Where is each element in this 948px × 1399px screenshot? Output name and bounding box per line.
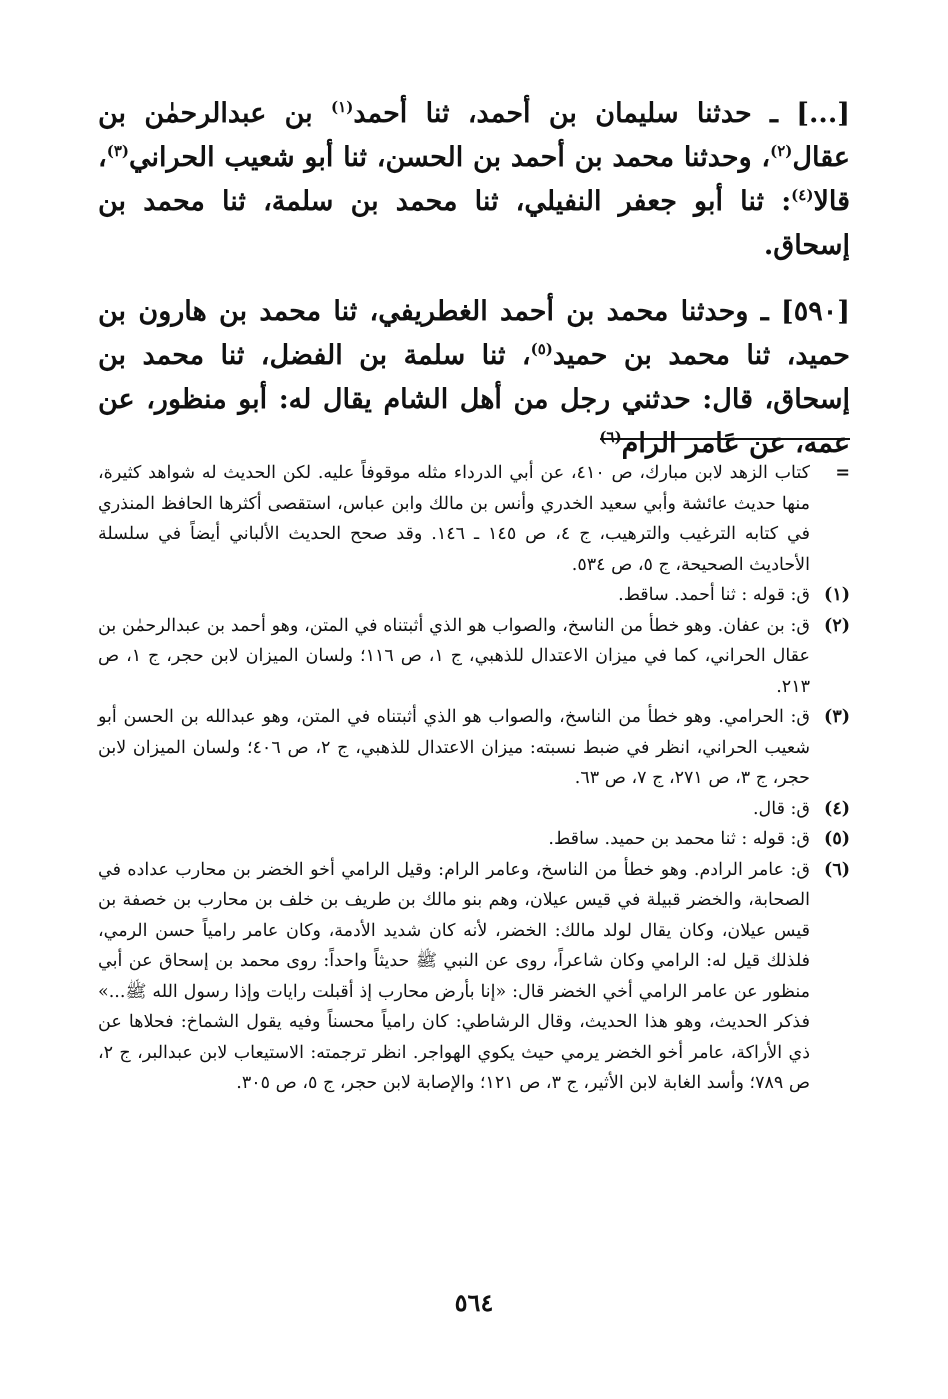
text-run: : ثنا أبو جعفر النفيلي، ثنا محمد بن سلمة، ثنا محمد بن إسحاق. xyxy=(98,186,850,261)
footnote-separator xyxy=(600,438,850,440)
footnote-ref: (٣) xyxy=(106,142,129,160)
footnote xyxy=(98,824,850,855)
page-number: ٥٦٤ xyxy=(454,1288,494,1317)
footnote-ref: (٦) xyxy=(599,428,622,446)
footnote-ref: (١) xyxy=(331,98,354,116)
footnote-text: كتاب الزهد لابن مبارك، ص ٤١٠، عن أبي الدرداء مثله موقوفاً عليه. لكن الحديث له شواهد كثيرة، منها حديث عائشة وأبي سعيد الخدري وأنس بن مالك وابن عباس، استقصى أكثرها الحافظ المنذري في كتابه الترغيب والترهيب، ج ٤، ص ١٤٥ ـ ١٤٦. وقد صحح الحديث الألباني أيضاً في سلسلة الأحاديث الصحيحة، ج ٥، ص ٥٣٤. xyxy=(98,463,810,575)
text-run: ، قالا xyxy=(98,142,850,217)
footnote-number: (٣) xyxy=(824,707,850,727)
footnote xyxy=(98,702,850,794)
footnotes xyxy=(98,458,850,1099)
footnote xyxy=(98,611,850,703)
footnote-text: ق: قوله : ثنا أحمد. ساقط. xyxy=(618,585,810,605)
footnote-ref: (٢) xyxy=(770,142,793,160)
footnote-ref: (٥) xyxy=(530,340,553,358)
footnote-number: (١) xyxy=(824,585,850,605)
footnote-number: (٤) xyxy=(824,798,850,819)
text-run: ، وحدثنا محمد بن أحمد بن الحسن، ثنا أبو شعيب الحراني xyxy=(129,142,771,173)
footnote xyxy=(98,794,850,825)
footnote-text: ق: بن عفان. وهو خطأ من الناسخ، والصواب هو الذي أثبتناه في المتن، وهو أحمد بن عبدالرحمٰن بن عقال الحراني، كما في ميزان الاعتدال للذهبي، ج ١، ص ١١٦؛ ولسان الميزان لابن حجر، ج ١، ص ٢١٣. xyxy=(98,615,810,697)
text-run: [...] ـ حدثنا سليمان بن أحمد، ثنا أحمد xyxy=(353,98,851,129)
footnote xyxy=(98,855,850,1099)
footnote-number: (٦) xyxy=(824,859,850,880)
text-run: ، ثنا سلمة بن الفضل، ثنا محمد بن إسحاق، قال: حدثني رجل من أهل الشام يقال له: أبو منظور، عن عمه، عن عَامر الرام xyxy=(98,340,850,459)
footnote-ref: (٤) xyxy=(791,186,814,204)
footnote-number: (٥) xyxy=(824,829,850,849)
footnote-text: ق: الحرامي. وهو خطأ من الناسخ، والصواب هو الذي أثبتناه في المتن، وهو عبدالله بن الحسن أبو شعيب الحراني، انظر في ضبط نسبته: ميزان الاعتدال للذهبي، ج ٢، ص ٤٠٦؛ ولسان الميزان لابن حجر، ج ٣، ص ٢٧١، ج ٧، ص ٦٣. xyxy=(98,707,810,788)
main-text xyxy=(98,92,850,480)
footnote-text: ق: عامر الرادم. وهو خطأ من الناسخ، وعامر الرام: وقيل الرامي أخو الخضر بن محارب عداده في الصحابة، والخضر قبيلة في قيس عيلان، وهم بنو مالك بن طريف بن خلف بن محارب بن خصفة بن قيس عيلان، وكان يقال لولد مالك: الخضر، لأنه كان شديد الأدمة، وكان عامر رامياً حسن الرمي، فلذلك قيل له: الرامي وكان شاعراً، روى عن النبي ﷺ حديثاً واحداً: روى محمد بن إسحاق عن أبي منظور عن عامر الرامي أخي الخضر قال: «إنا بأرض محارب إذ أقبلت رايات وإذا رسول الله ﷺ...» فذكر الحديث، وهو هذا الحديث، وقال الرشاطي: كان رامياً محسناً وفيه يقول الشماخ: فحلاها عن ذي الأراكة، عامر أخو الخضر يرمي حيث يكوي الهواجر. انظر ترجمته: الاستيعاب لابن عبدالبر، ج ٢، ص ٧٨٩؛ وأسد الغابة لابن الأثير، ج ٣، ص ١٢١؛ والإصابة لابن حجر، ج ٥، ص ٣٠٥. xyxy=(98,859,810,1093)
text-run: [٥٩٠] ـ وحدثنا محمد بن أحمد الغطريفي، ثنا محمد بن هارون بن حميد، ثنا محمد بن حميد xyxy=(98,296,850,371)
footnote-number: (٢) xyxy=(824,615,850,636)
footnote-continuation xyxy=(98,458,850,580)
text-run: بن عبدالرحمٰن بن عقال xyxy=(98,98,850,173)
footnote-text: ق: قال. xyxy=(752,798,810,819)
footnote-number: = xyxy=(835,463,850,483)
footnote xyxy=(98,580,850,611)
paragraph-1 xyxy=(98,92,850,268)
footnote-text: ق: قوله : ثنا محمد بن حميد. ساقط. xyxy=(548,829,810,849)
